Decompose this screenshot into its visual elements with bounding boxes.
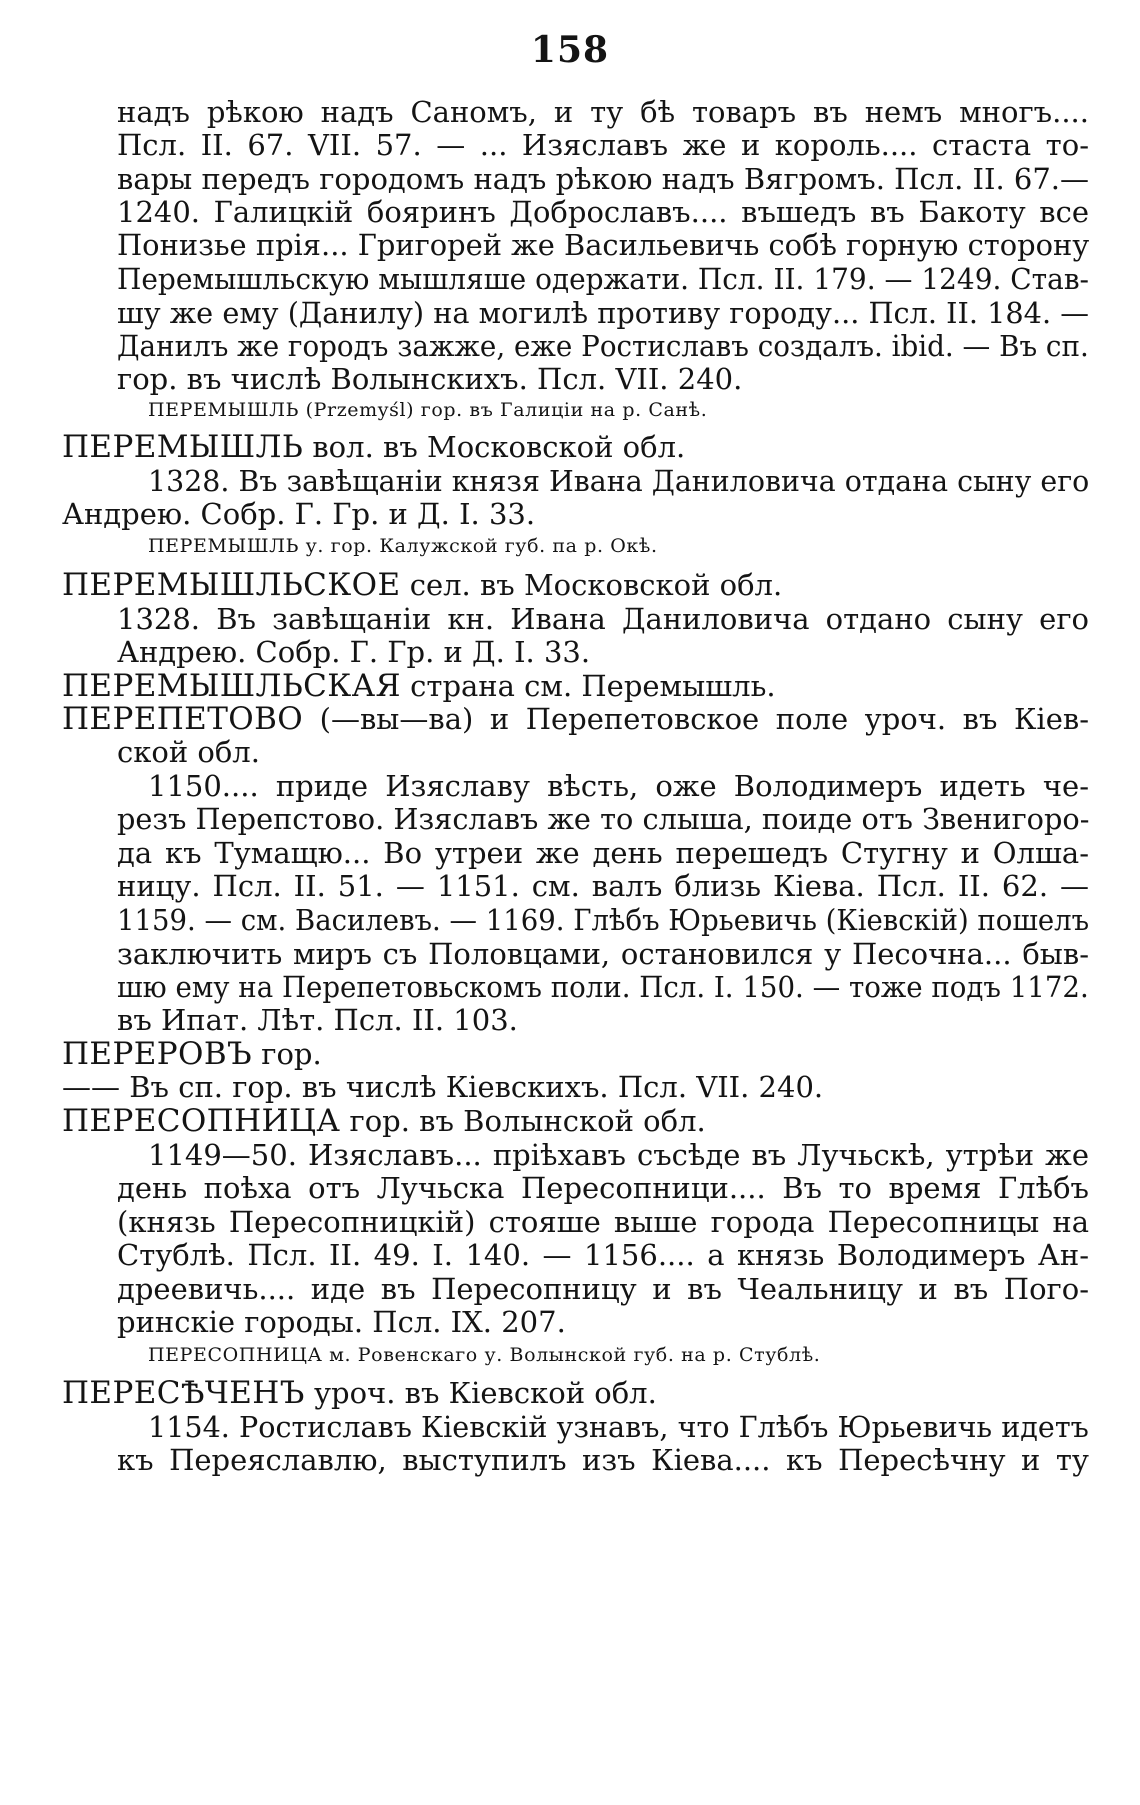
- text-line: —— Въ сп. гор. въ числѣ Кіевскихъ. Псл. VII. 240.: [62, 1070, 824, 1104]
- text-line: ницу. Псл. II. 51. — 1151. см. валъ близь Кіева. Псл. II. 62. —: [117, 869, 1089, 903]
- text-line: заключить миръ съ Половцами, остановился у Песочна... быв-: [117, 937, 1089, 971]
- entry-heading: [62, 428, 1089, 466]
- headword: ПЕРЕМЫШЛЬ: [62, 429, 304, 465]
- text-line: ской обл.: [117, 735, 260, 769]
- text-line: ринскіе городы. Псл. IX. 207.: [117, 1305, 566, 1339]
- headword: ПЕРЕСОПНИЦА: [62, 1103, 341, 1139]
- text-line: къ Переяславлю, выступилъ изъ Кіева.... къ Пересѣчну и ту: [117, 1443, 1089, 1477]
- text-line: вары передъ городомъ надъ рѣкою надъ Вягромъ. Псл. II. 67.—: [117, 162, 1089, 196]
- text-line: Стублѣ. Псл. II. 49. I. 140. — 1156.... а князь Володимеръ Ан-: [117, 1238, 1089, 1272]
- text-line: Псл. II. 67. VII. 57. — ... Изяславъ же и король.... стаста то-: [117, 128, 1089, 162]
- text-line: гор. въ числѣ Волынскихъ. Псл. VII. 240.: [117, 362, 743, 396]
- heading-desc: уроч. въ Кіевской обл.: [304, 1376, 657, 1410]
- text-line: шю ему на Перепетовьскомъ поли. Псл. I. 150. — тоже подъ 1172.: [117, 970, 1089, 1004]
- headword: ПЕРЕРОВЪ: [62, 1036, 253, 1072]
- location-note: ПЕРЕСОПНИЦА м. Ровенскаго у. Волынской губ. на р. Стублѣ.: [148, 1344, 821, 1366]
- page-number: 158: [530, 29, 610, 71]
- text-line: Андрею. Собр. Г. Гр. и Д. I. 33.: [117, 635, 591, 669]
- text-line: 1328. Въ завѣщаніи князя Ивана Даниловича отдана сыну его: [148, 464, 1090, 498]
- text-line: 1149—50. Изяславъ... пріѣхавъ съсѣде въ Лучьскѣ, утрѣи же: [148, 1138, 1089, 1172]
- text-line: въ Ипат. Лѣт. Псл. II. 103.: [117, 1003, 518, 1037]
- text-line: Данилъ же городъ зажже, еже Ростиславъ создалъ. ibid. — Въ сп.: [117, 329, 1089, 363]
- headword: ПЕРЕМЫШЛЬСКАЯ: [62, 668, 401, 704]
- heading-desc: гор. въ Волынской обл.: [340, 1104, 706, 1138]
- text-line: Перемышльскую мышляше одержати. Псл. II. 179. — 1249. Став-: [117, 262, 1090, 296]
- text-line: резъ Перепстово. Изяславъ же то слыша, поиде отъ Звенигоро-: [117, 802, 1090, 836]
- text-line: день поѣха отъ Лучьска Пересопници.... Въ то время Глѣбъ: [117, 1171, 1089, 1205]
- text-line: Андрею. Собр. Г. Гр. и Д. I. 33.: [62, 497, 536, 531]
- text-line: да къ Тумащю... Во утреи же день перешедъ Стугну и Олша-: [117, 836, 1089, 870]
- heading-desc: сел. въ Московской обл.: [400, 568, 783, 602]
- text-line: 1154. Ростиславъ Кіевскій узнавъ, что Глѣбъ Юрьевичь идетъ: [148, 1410, 1089, 1444]
- text-line: дреевичь.... иде въ Пересопницу и въ Чеальницу и въ Пого-: [117, 1272, 1089, 1306]
- heading-desc: страна см. Перемышль.: [400, 669, 776, 703]
- text-line: надъ рѣкою надъ Саномъ, и ту бѣ товаръ въ немъ многъ....: [117, 95, 1089, 129]
- heading-desc: гор.: [252, 1037, 322, 1071]
- headword: ПЕРЕМЫШЛЬСКОЕ: [62, 567, 401, 603]
- location-note: ПЕРЕМЫШЛЬ у. гор. Калужской губ. па р. Окѣ.: [148, 535, 658, 557]
- location-note: ПЕРЕМЫШЛЬ (Przemyśl) гор. въ Галиціи на р. Санѣ.: [148, 399, 708, 421]
- text-line: 1328. Въ завѣщаніи кн. Ивана Даниловича отдано сыну его: [117, 602, 1089, 636]
- entry-heading: [62, 566, 1089, 604]
- text-line: 1150.... приде Изяславу вѣсть, оже Володимеръ идеть че-: [148, 769, 1089, 803]
- heading-desc: вол. въ Московской обл.: [303, 430, 686, 464]
- headword: ПЕРЕСѢЧЕНЪ: [62, 1375, 305, 1411]
- text-line: 1240. Галицкій бояринъ Доброславъ.... въшедъ въ Бакоту все: [117, 195, 1089, 229]
- headword: ПЕРЕПЕТОВО: [62, 701, 304, 737]
- entry-heading: [62, 1102, 1089, 1140]
- text-line: 1159. — см. Василевъ. — 1169. Глѣбъ Юрьевичь (Кіевскій) пошелъ: [117, 903, 1090, 937]
- entry-heading: [62, 1374, 1089, 1412]
- heading-desc: (—вы—ва) и Перепетовское поле уроч. въ Кіев-: [303, 702, 1089, 736]
- text-line: Понизье прія... Григорей же Васильевичь собѣ горную сторону: [117, 228, 1090, 262]
- text-line: (князь Пересопницкій) стояше выше города Пересопницы на: [117, 1205, 1089, 1239]
- text-line: шу же ему (Данилу) на могилѣ противу городу... Псл. II. 184. —: [117, 296, 1089, 330]
